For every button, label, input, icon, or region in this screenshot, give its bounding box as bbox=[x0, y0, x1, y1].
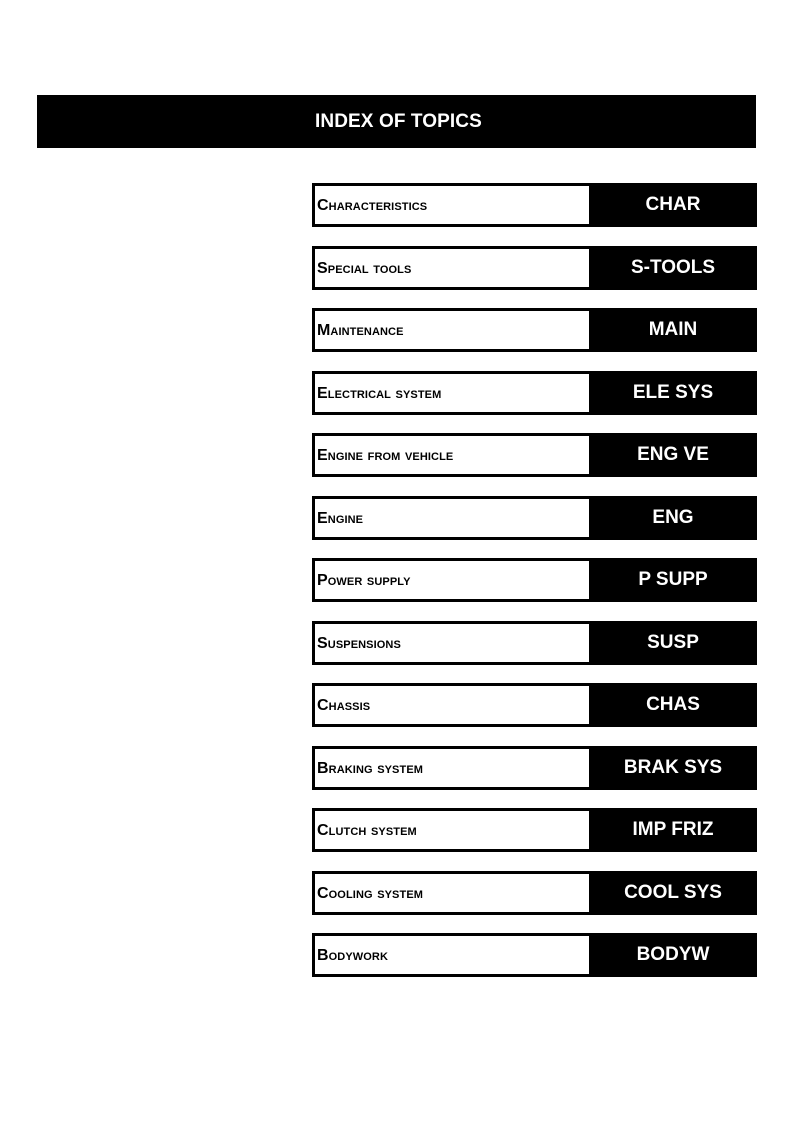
topic-code: SUSP bbox=[647, 631, 699, 653]
topic-code-box bbox=[589, 371, 757, 415]
topic-row-power-supply[interactable] bbox=[312, 558, 757, 602]
topic-row-chassis[interactable] bbox=[312, 683, 757, 727]
page-title: INDEX OF TOPICS bbox=[315, 111, 482, 132]
topic-name-box bbox=[312, 621, 592, 665]
topic-code: P SUPP bbox=[638, 569, 708, 590]
topic-code-box bbox=[589, 933, 757, 977]
topic-row-braking-system[interactable] bbox=[312, 746, 757, 790]
topic-code-box bbox=[589, 496, 757, 540]
topic-code-box bbox=[589, 183, 757, 227]
topic-code-box bbox=[589, 246, 757, 290]
topic-code-box bbox=[589, 746, 757, 790]
topic-name: Special tools bbox=[317, 259, 412, 277]
topic-list bbox=[312, 183, 757, 996]
topic-code: BRAK SYS bbox=[623, 756, 723, 778]
topic-name-box bbox=[312, 871, 592, 915]
topic-code-box bbox=[589, 621, 757, 665]
topic-row-cooling-system[interactable] bbox=[312, 871, 757, 915]
topic-name-box bbox=[312, 683, 592, 727]
topic-code: S-TOOLS bbox=[630, 256, 716, 278]
topic-code-box bbox=[589, 558, 757, 602]
topic-name: Cooling system bbox=[317, 884, 424, 902]
topic-name: Electrical system bbox=[317, 384, 442, 402]
topic-code: CHAR bbox=[645, 194, 701, 215]
topic-name: Power supply bbox=[317, 572, 411, 589]
topic-name: Clutch system bbox=[317, 822, 417, 839]
topic-code-box bbox=[589, 433, 757, 477]
header-bar bbox=[37, 95, 756, 148]
topic-code: CHAS bbox=[646, 694, 700, 715]
topic-name-box bbox=[312, 933, 592, 977]
topic-code: MAIN bbox=[648, 319, 698, 340]
topic-name: Suspensions bbox=[317, 634, 401, 652]
topic-code-box bbox=[589, 308, 757, 352]
topic-name-box bbox=[312, 433, 592, 477]
topic-code: ENG bbox=[652, 506, 694, 528]
topic-name-box bbox=[312, 496, 592, 540]
topic-name: Braking system bbox=[317, 759, 424, 777]
topic-name-box bbox=[312, 183, 592, 227]
topic-name: Engine from vehicle bbox=[317, 447, 454, 464]
topic-code-box bbox=[589, 871, 757, 915]
topic-name: Chassis bbox=[317, 697, 371, 714]
topic-code-box bbox=[589, 683, 757, 727]
topic-row-special-tools[interactable] bbox=[312, 246, 757, 290]
topic-name: Bodywork bbox=[317, 947, 389, 964]
topic-row-engine-from-vehicle[interactable] bbox=[312, 433, 757, 477]
topic-name: Characteristics bbox=[317, 197, 428, 214]
topic-name-box bbox=[312, 558, 592, 602]
topic-row-clutch-system[interactable] bbox=[312, 808, 757, 852]
topic-code: IMP FRIZ bbox=[632, 819, 714, 840]
topic-code: ELE SYS bbox=[632, 381, 714, 403]
topic-name-box bbox=[312, 371, 592, 415]
topic-name: Maintenance bbox=[317, 322, 404, 339]
topic-row-characteristics[interactable] bbox=[312, 183, 757, 227]
topic-code-box bbox=[589, 808, 757, 852]
topic-row-electrical-system[interactable] bbox=[312, 371, 757, 415]
topic-row-engine[interactable] bbox=[312, 496, 757, 540]
topic-code: ENG VE bbox=[637, 444, 709, 465]
topic-row-suspensions[interactable] bbox=[312, 621, 757, 665]
topic-name: Engine bbox=[317, 509, 364, 527]
topic-row-maintenance[interactable] bbox=[312, 308, 757, 352]
topic-name-box bbox=[312, 808, 592, 852]
topic-name-box bbox=[312, 308, 592, 352]
topic-code: COOL SYS bbox=[624, 881, 722, 903]
topic-name-box bbox=[312, 746, 592, 790]
topic-code: BODYW bbox=[636, 944, 710, 965]
topic-row-bodywork[interactable] bbox=[312, 933, 757, 977]
topic-name-box bbox=[312, 246, 592, 290]
